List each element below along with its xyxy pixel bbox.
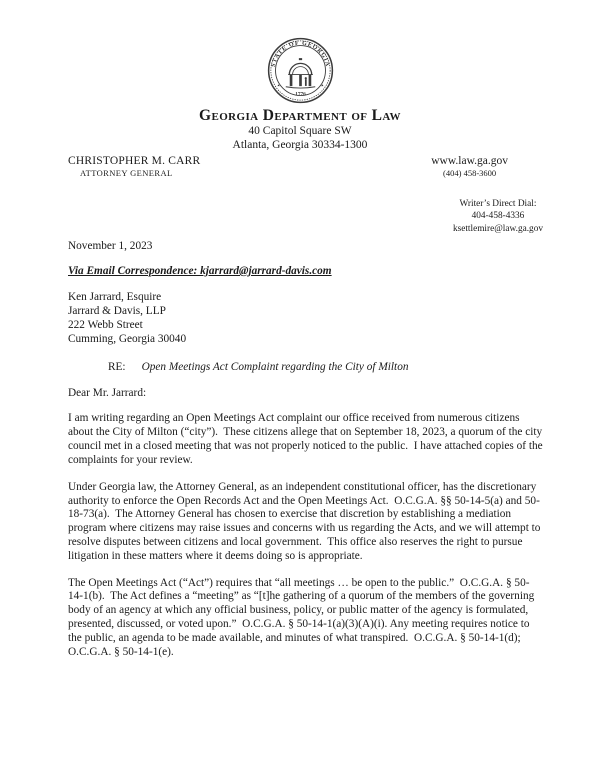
writers-direct-dial-label: Writer’s Direct Dial: (459, 199, 537, 210)
recipient-street: 222 Webb Street (68, 319, 143, 332)
seal-ring-text: STATE OF GEORGIA (270, 40, 330, 68)
officer-block (68, 155, 200, 178)
re-line (108, 361, 600, 373)
officer-title: ATTORNEY GENERAL (80, 168, 173, 179)
department-phone: (404) 458-3600 (443, 168, 497, 179)
writers-email: ksettlemire@law.ga.gov (452, 223, 543, 234)
officer-name: CHRISTOPHER M. CARR (68, 155, 201, 168)
seal-star-right-icon: ★ (320, 83, 324, 88)
seal-star-left-icon: ★ (276, 83, 280, 88)
body-paragraph-1: I am writing regarding an Open Meetings Act complaint our office received from numerous citizens about the City of Milton (“city”). These citizens allege that on September 18, 2023, a quorum of the city council met in a closed meeting that was not properly noticed to the public. I have attached copies of the complaints for your review. (68, 412, 546, 466)
recipient-name: Ken Jarrard, Esquire (68, 290, 162, 303)
re-subject: Open Meetings Act Complaint regarding the City of Milton (141, 361, 409, 374)
georgia-state-seal-icon (267, 37, 334, 104)
department-name: Georgia Department of Law (199, 107, 401, 124)
officer-row (68, 155, 508, 178)
seal-year: 1776 (294, 91, 306, 98)
writers-phone: 404-458-4336 (471, 211, 525, 222)
hq-address-line2: Atlanta, Georgia 30334-1300 (232, 138, 368, 151)
body-paragraph-2: Under Georgia law, the Attorney General, as an independent constitutional officer, has the discretionary authority to enforce the Open Records Act and the Open Meetings Act. O.C.G.A. §§ 50-14-5(a) and 50-18-73(a). The Attorney General has chosen to exercise that discretion by establishing a mediation program where citizens may raise issues and concerns with us regarding the Acts, and we will attempt to resolve disputes between citizens and local government. This office also reserves the right to pursue litigation in these matters where it deems doing so is appropriate. (68, 480, 544, 562)
letter-date: November 1, 2023 (68, 239, 153, 252)
contact-block (431, 155, 508, 178)
body-paragraph-3: The Open Meetings Act (“Act”) requires that “all meetings … be open to the public.” O.C.G.A. § 50-14-1(b). The Act defines a “meeting” as “[t]he gathering of a quorum of the members of the governing body of an agency at which any official business, policy, or public matter of the agency is formulated, presented, discussed, or voted upon.” O.C.G.A. § 50-14-1(a)(3)(A)(i). Any meeting requires notice to the public, an agenda to be made available, and minutes of what transpired. O.C.G.A. § 50-14-1(d); O.C.G.A. § 50-14-1(e). (68, 576, 538, 658)
delivery-method-line: Via Email Correspondence: kjarrard@jarrard-davis.com (68, 264, 332, 277)
recipient-firm: Jarrard & Davis, LLP (68, 305, 166, 318)
letterhead (0, 0, 600, 104)
hq-address-line1: 40 Capitol Square SW (248, 125, 352, 137)
writers-direct-dial-block (453, 198, 543, 235)
salutation: Dear Mr. Jarrard: (68, 387, 147, 400)
department-website: www.law.ga.gov (431, 155, 508, 168)
recipient-city: Cumming, Georgia 30040 (68, 333, 187, 346)
re-label: RE: (108, 361, 126, 374)
recipient-address-block (68, 290, 600, 346)
